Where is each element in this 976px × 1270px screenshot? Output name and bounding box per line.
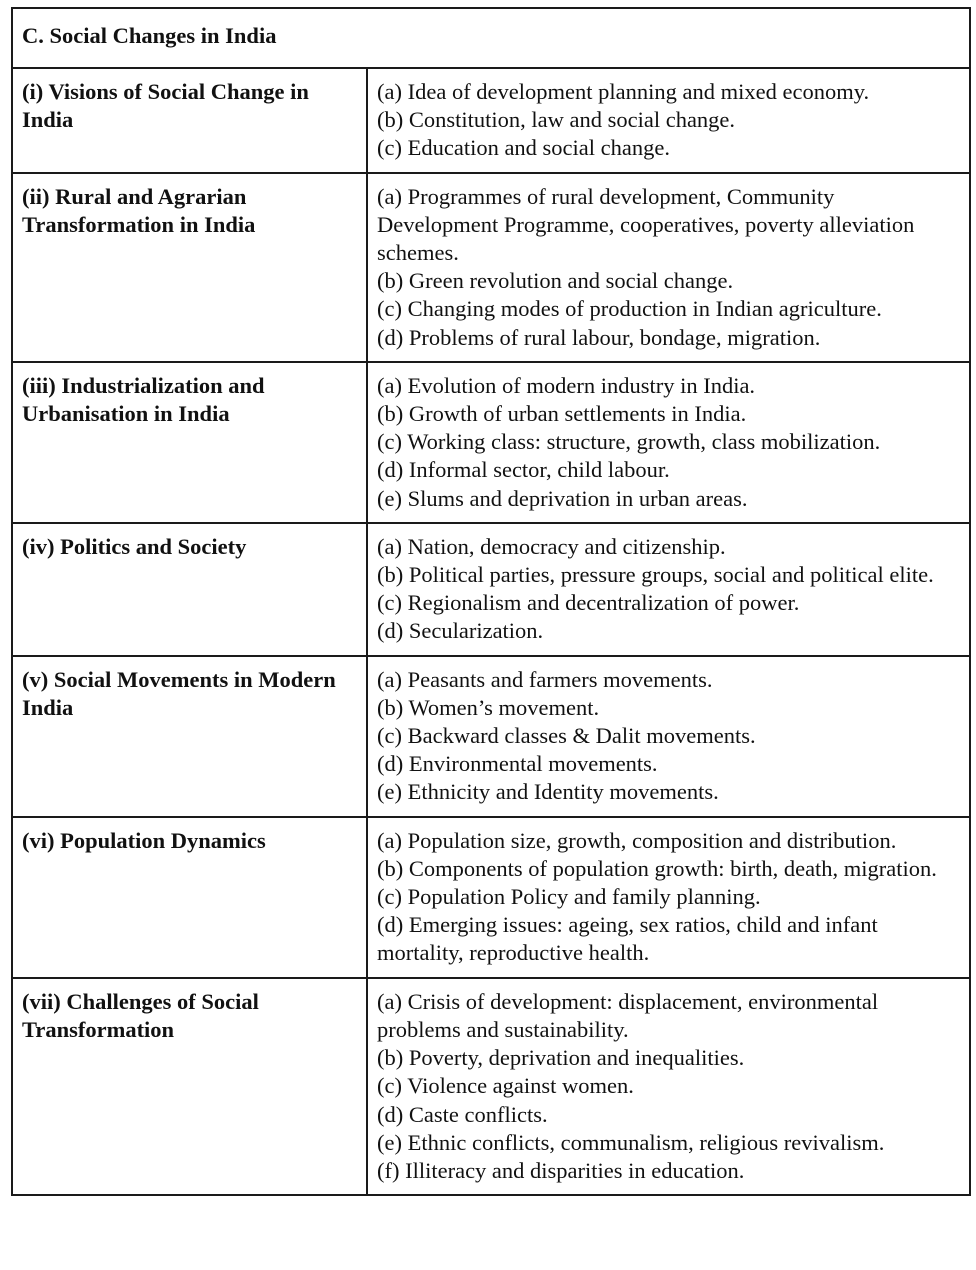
detail-point: (e) Ethnicity and Identity movements. (377, 779, 719, 805)
table-row (12, 362, 970, 523)
detail-point: (b) Green revolution and social change. (377, 268, 734, 294)
topic-cell: (v) Social Movements in Modern India (12, 656, 367, 817)
table-row (12, 68, 970, 173)
table-row (12, 523, 970, 656)
detail-point: (b) Components of population growth: birth, death, migration. (377, 855, 937, 881)
topic-cell: (iii) Industrialization and Urbanisation in India (12, 362, 367, 523)
detail-point: (b) Women’s movement. (377, 694, 600, 720)
detail-point: (d) Informal sector, child labour. (377, 457, 670, 483)
detail-point: (c) Regionalism and decentralization of power. (377, 590, 800, 616)
detail-point: (d) Environmental movements. (377, 751, 658, 777)
detail-cell (367, 978, 970, 1195)
detail-point: (d) Caste conflicts. (377, 1101, 548, 1127)
detail-point: (a) Evolution of modern industry in India. (377, 372, 756, 398)
detail-point: (a) Crisis of development: displacement, environmental problems and sustainability. (377, 988, 879, 1042)
topic-cell: (vi) Population Dynamics (12, 817, 367, 978)
detail-point: (c) Education and social change. (377, 135, 670, 161)
topic-cell: (iv) Politics and Society (12, 523, 367, 656)
detail-point: (a) Nation, democracy and citizenship. (377, 533, 726, 559)
detail-cell (367, 68, 970, 173)
detail-point: (b) Poverty, deprivation and inequalities. (377, 1045, 745, 1071)
table-row (12, 656, 970, 817)
topic-cell: (i) Visions of Social Change in India (12, 68, 367, 173)
detail-point: (a) Population size, growth, composition and distribution. (377, 827, 897, 853)
detail-point: (e) Ethnic conflicts, communalism, religious revivalism. (377, 1129, 885, 1155)
detail-point: (a) Peasants and farmers movements. (377, 666, 713, 692)
detail-point: (d) Emerging issues: ageing, sex ratios, child and infant mortality, reproductive health. (377, 912, 878, 966)
detail-point: (b) Constitution, law and social change. (377, 107, 736, 133)
section-title: C. Social Changes in India (12, 8, 970, 68)
detail-point: (c) Working class: structure, growth, class mobilization. (377, 429, 881, 455)
section-header-row (12, 8, 970, 68)
detail-cell (367, 362, 970, 523)
detail-point: (c) Violence against women. (377, 1073, 634, 1099)
topic-cell: (vii) Challenges of Social Transformation (12, 978, 367, 1195)
table-row (12, 978, 970, 1195)
table-row (12, 173, 970, 362)
topic-cell: (ii) Rural and Agrarian Transformation in India (12, 173, 367, 362)
detail-cell (367, 523, 970, 656)
syllabus-table (11, 7, 971, 1196)
detail-point: (a) Idea of development planning and mixed economy. (377, 79, 870, 104)
detail-point: (c) Population Policy and family planning. (377, 884, 761, 910)
detail-point: (c) Backward classes & Dalit movements. (377, 723, 756, 749)
detail-point: (a) Programmes of rural development, Community Development Programme, cooperatives, poverty alleviation schemes. (377, 183, 915, 266)
detail-cell (367, 817, 970, 978)
detail-point: (b) Political parties, pressure groups, social and political elite. (377, 562, 934, 588)
detail-point: (d) Problems of rural labour, bondage, migration. (377, 324, 821, 350)
detail-point: (d) Secularization. (377, 618, 544, 644)
detail-point: (c) Changing modes of production in Indian agriculture. (377, 296, 882, 322)
detail-point: (b) Growth of urban settlements in India. (377, 401, 747, 427)
detail-cell (367, 173, 970, 362)
detail-point: (f) Illiteracy and disparities in education. (377, 1157, 745, 1183)
detail-point: (e) Slums and deprivation in urban areas. (377, 485, 748, 511)
detail-cell (367, 656, 970, 817)
table-row (12, 817, 970, 978)
